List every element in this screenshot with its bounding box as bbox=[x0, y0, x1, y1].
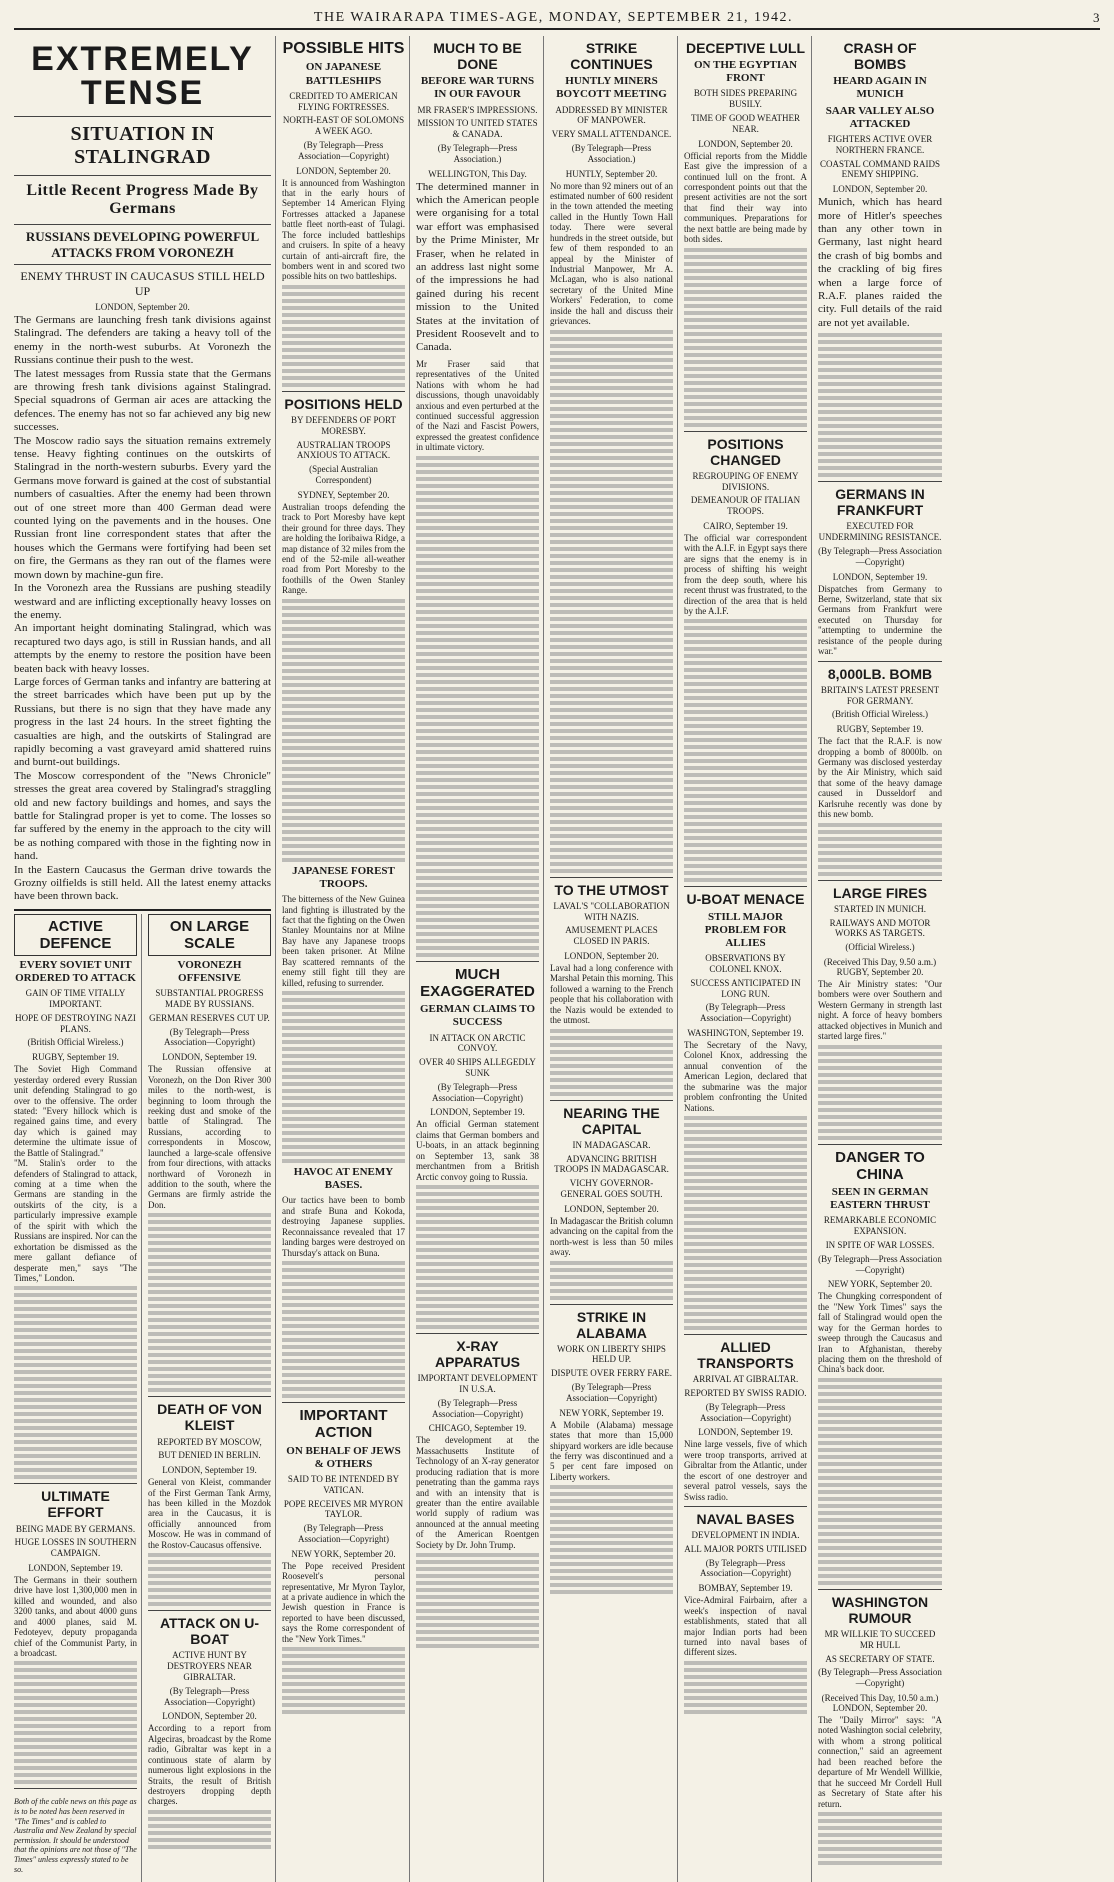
lower-two-columns bbox=[14, 914, 271, 1882]
headline-much-to-be-done: MUCH TO BE DONE bbox=[433, 40, 522, 73]
subhead: EXECUTED FOR UNDERMINING RESISTANCE. bbox=[818, 521, 942, 543]
dateline: WASHINGTON, September 19. bbox=[687, 1027, 804, 1038]
subhead: ARRIVAL AT GIBRALTAR. bbox=[692, 1374, 799, 1385]
article-body: The Soviet High Command yesterday ordered every Russian unit defending Stalingrad to go over to the offensive. The order stated: "Every hillock which is regained gains time, and every day which is gained may determine the ultimate issue of the Battle of Stalingrad." "M. Stalin's order to the defenders of Stalingrad to attack, coming at a time when the Germans are standing in the outskirts of the city, is a particularly impressive example of the spirit with which the Russians are inspired. Nor can the exhortation be dismissed as the mere gallant defiance of desperate men," says "The Times," London. bbox=[14, 1064, 137, 1283]
source-line: (British Official Wireless.) bbox=[27, 1037, 124, 1048]
subhead: BUT DENIED IN BERLIN. bbox=[158, 1450, 261, 1461]
dateline: LONDON, September 19. bbox=[832, 571, 928, 582]
subhead: MR WILLKIE TO SUCCEED MR HULL bbox=[824, 1629, 936, 1650]
subhead: NORTH-EAST OF SOLOMONS A WEEK AGO. bbox=[282, 115, 405, 137]
subhead: SUBSTANTIAL PROGRESS MADE BY RUSSIANS. bbox=[155, 988, 264, 1010]
subhead: ON BEHALF OF JEWS & OTHERS bbox=[286, 1444, 401, 1470]
headline-germans-frankfurt: GERMANS IN FRANKFURT bbox=[835, 486, 925, 519]
article-body: The Pope received President Roosevelt's personal representative, Mr Myron Taylor, at a private audience in which the Jewish question in France is reported to have been discussed, says the Rome correspondent of the "New York Times." bbox=[282, 1560, 405, 1644]
source-line: (Official Wireless.) bbox=[845, 942, 915, 953]
col-6 bbox=[684, 36, 812, 1882]
source-line: (By Telegraph—Press Association—Copyright) bbox=[700, 1002, 791, 1024]
headline-situation-stalingrad: SITUATION IN STALINGRAD bbox=[70, 123, 215, 168]
text-continuation bbox=[818, 333, 942, 477]
footnote: Both of the cable news on this page as is to be noted has been reserved in "The Times" and is cabled to Australia and New Zealand by special permission. It should be understood that the opinions are not those of "The Times" unless expressly stated to be so. bbox=[14, 1797, 137, 1874]
article-body: The "Daily Mirror" says: "A noted Washington social celebrity, with whom a strong political connection," said an agreement had been reached before the departure of Mr Wendell Willkie, that he succeed Mr Cordell Hull as Secretary of State after his return. bbox=[818, 1715, 942, 1809]
subhead: ALL MAJOR PORTS UTILISED bbox=[684, 1543, 807, 1554]
headline-allied-transports: ALLIED TRANSPORTS bbox=[697, 1338, 794, 1372]
dateline: LONDON, September 20. bbox=[162, 1711, 257, 1722]
article-body: Mr Fraser said that representatives of the United Nations with whom he had discussions, though unavoidably anxious and even perturbed at the continued successful aggression of the Nazi and Fascist Powers, expressed the greatest confidence in ultimate victory. bbox=[416, 358, 539, 453]
headline-important-action: IMPORTANT ACTION bbox=[299, 1407, 388, 1442]
subhead: DEVELOPMENT IN INDIA. bbox=[691, 1530, 800, 1541]
subhead: SEEN IN GERMAN EASTERN THRUST bbox=[830, 1186, 930, 1212]
subhead: RAILWAYS AND MOTOR WORKS AS TARGETS. bbox=[829, 917, 931, 939]
subhead: REPORTED BY SWISS RADIO. bbox=[684, 1387, 807, 1398]
subhead: IMPORTANT DEVELOPMENT IN U.S.A. bbox=[417, 1373, 538, 1395]
text-continuation bbox=[148, 1213, 271, 1392]
dateline: LONDON, September 20. bbox=[564, 950, 659, 961]
article-body: The Germans are launching fresh tank divisions against Stalingrad. The defenders are taking a heavy toll of the enemy in the north-west suburbs. At Voronezh the Russians continue their push to the west. The latest messages from Russia state that the Germans are throwing fresh tank divisions against Stalingrad. Special squadrons of German air aces are attacking the defences. The enemy has not so far achieved any big new successes. The Moscow radio says the situation remains extremely tense. Heavy fighting continues on the outskirts of Stalingrad in the north-western suburbs. Every yard the Germans move forward is gained at the cost of substantial numbers of casualties. After the enemy had been thrown out of one street more than 400 German dead were counted lying on the pavements and in the houses. One Russian front line correspondent states that after the houses which the Germans were fortifying had been set on fire, the Germans as they ran out of the flames were mown down by machine-gun fire. In the Voronezh area the Russians are pushing steadily westward and are inflicting exceptionally heavy losses on the enemy. An important height dominating Stalingrad, which was recaptured two days ago, is still in Russian hands, and all attempts by the enemy to restore the position have been beaten back with heavy losses. Large forces of German tanks and infantry are battering at the street barricades which have been put up by the Russians, but there is no sign that they have made any progress in the last 24 hours. In the street fighting the casualties are high, and the outskirts of Stalingrad are rapidly becoming a vast graveyard amid shattered ruins and burnt-out buildings. The Moscow correspondent of the "News Chronicle" stresses the great area covered by Stalingrad's straggling old and new factory buildings and homes, and says the battle for Stalingrad proper is yet to come. The losses so far suffered by the enemy in the approach to the city will be as nothing compared with those in the fighting now in hand. In the Eastern Caucasus the German drive towards the Grozny oilfields is still held. All the latest enemy attacks have been thrown back. bbox=[14, 313, 271, 903]
article-body: A Mobile (Alabama) message states that more than 15,000 shipyard workers are idle because the ferry was discontinued and a 5 per cent fare imposed on Liberty workers. bbox=[550, 1419, 673, 1482]
divider bbox=[14, 1788, 137, 1789]
dateline: LONDON, September 20. bbox=[698, 138, 793, 149]
article-lead: Munich, which has heard more of Hitler's speeches than any other town in Germany, last night heard the crash of big bombs and the crackling of big fires when a large force of R.A.F. planes raided the city. Full details of the raid are not yet available. bbox=[818, 196, 942, 329]
subhead: ACTIVE HUNT BY DESTROYERS NEAR GIBRALTAR. bbox=[167, 1650, 252, 1682]
source-line: (British Official Wireless.) bbox=[831, 709, 929, 720]
divider bbox=[14, 116, 271, 117]
headline-uboat-menace: U-BOAT MENACE bbox=[686, 891, 805, 908]
dateline: NEW YORK, September 20. bbox=[827, 1279, 933, 1290]
subhead: TIME OF GOOD WEATHER NEAR. bbox=[690, 113, 801, 134]
divider bbox=[818, 481, 942, 482]
subhead: BOTH SIDES PREPARING BUSILY. bbox=[693, 88, 798, 110]
text-continuation bbox=[818, 1812, 942, 1865]
col-3 bbox=[282, 36, 410, 1882]
subhead: POPE RECEIVES MR MYRON TAYLOR. bbox=[283, 1498, 404, 1520]
text-continuation bbox=[684, 1661, 807, 1714]
dateline: HUNTLY, September 20. bbox=[565, 168, 658, 179]
subhead: AMUSEMENT PLACES CLOSED IN PARIS. bbox=[565, 925, 658, 947]
article-body: The official war correspondent with the A.I.F. in Egypt says there are signs that the enemy is in process of shifting his weight from the deep south, where his recent thrust was frustrated, to the direction of the area that is held by the A.I.F. bbox=[684, 532, 807, 617]
divider bbox=[684, 1506, 807, 1507]
masthead bbox=[14, 10, 1100, 30]
headline-on-large-scale: ON LARGE SCALE bbox=[148, 914, 271, 956]
article-body: The Germans in their southern drive have lost 1,300,000 men in killed and wounded, and also 3200 tanks, and about 4000 guns and 4000 planes, said M. Fedoteyev, deputy propaganda chief of the Communist Party, in a broadcast. bbox=[14, 1574, 137, 1659]
subhead: GAIN OF TIME VITALLY IMPORTANT. bbox=[25, 988, 126, 1010]
subhead: WORK ON LIBERTY SHIPS HELD UP. bbox=[557, 1343, 666, 1365]
text-continuation bbox=[684, 619, 807, 882]
text-continuation bbox=[416, 1553, 539, 1648]
divider bbox=[684, 886, 807, 887]
article-body: Vice-Admiral Fairbairn, after a week's inspection of naval establishments, stated that all major Indian ports had been turned into naval bases of different sizes. bbox=[684, 1595, 807, 1658]
col-5 bbox=[550, 36, 678, 1882]
subhead: REPORTED BY MOSCOW, bbox=[157, 1436, 262, 1447]
subhead: ADVANCING BRITISH TROOPS IN MADAGASCAR. bbox=[554, 1153, 669, 1175]
divider bbox=[148, 1396, 271, 1397]
article-body: In Madagascar the British column advancing on the capital from the north-west is less than 50 miles away. bbox=[550, 1215, 673, 1258]
text-continuation bbox=[282, 1647, 405, 1714]
headline-positions-held: POSITIONS HELD bbox=[284, 395, 403, 412]
headline-naval-bases: NAVAL BASES bbox=[696, 1510, 795, 1527]
subhead: DISPUTE OVER FERRY FARE. bbox=[550, 1368, 673, 1379]
article-body: General von Kleist, commander of the First German Tank Army, has been killed in the Mozdok area in the Caucasus, it is officially announced from Moscow. He was in command of the Rostov-Caucasus offensive. bbox=[148, 1477, 271, 1550]
subhead: SUCCESS ANTICIPATED IN LONG RUN. bbox=[690, 977, 801, 999]
source-line: (By Telegraph—Press Association—Copyright) bbox=[298, 139, 389, 161]
source-line: (By Telegraph—Press Association—Copyright) bbox=[164, 1026, 255, 1048]
subhead: IN MADAGASCAR. bbox=[572, 1139, 651, 1150]
subhead: OVER 40 SHIPS ALLEGEDLY SUNK bbox=[419, 1057, 536, 1079]
subhead: HOPE OF DESTROYING NAZI PLANS. bbox=[15, 1012, 136, 1034]
dateline: LONDON, September 19. bbox=[698, 1427, 793, 1438]
headline-strike-continues: STRIKE CONTINUES bbox=[570, 40, 653, 73]
article-body: The bitterness of the New Guinea land fighting is illustrated by the fact that the fighting on the Owen Stanley Mountains nor at Milne Bay have any Japanese troops been taken prisoner. At Milne Bay scattered remnants of the enemy still fight till they are killed, refusing to surrender. bbox=[282, 894, 405, 988]
text-continuation bbox=[282, 1261, 405, 1398]
divider bbox=[14, 224, 271, 225]
columns-grid bbox=[14, 36, 1100, 1874]
headline-danger-to-china: DANGER TO CHINA bbox=[835, 1148, 925, 1183]
source-line: (By Telegraph—Press Association—Copyright) bbox=[566, 1382, 657, 1403]
subhead: MISSION TO UNITED STATES & CANADA. bbox=[417, 118, 538, 140]
dateline: LONDON, September 19. bbox=[28, 1562, 123, 1573]
subhead: GERMAN CLAIMS TO SUCCESS bbox=[419, 1003, 536, 1029]
headline-nearing-capital: NEARING THE CAPITAL bbox=[563, 1104, 660, 1137]
article-body: The Air Ministry states: "Our bombers were over Southern and Western Germany in strength last night. A force of heavy bombers attacked objectives in Munich and started large fires." bbox=[818, 978, 942, 1042]
subhead: BY DEFENDERS OF PORT MORESBY. bbox=[291, 415, 396, 436]
subhead: STILL MAJOR PROBLEM FOR ALLIES bbox=[704, 910, 787, 949]
article-body: The Russian offensive at Voronezh, on the Don River 300 miles to the north-west, is beginning to loom through the reeking dust and smoke of the battle of Stalingrad. The Russians, according to correspondents in Moscow, launched a large-scale offensive from four directions, with attacks northward of Voronezh in addition to the south, where the Germans are firmly astride the Don. bbox=[148, 1064, 271, 1210]
subhead: IN SPITE OF WAR LOSSES. bbox=[825, 1239, 935, 1250]
subhead-havoc: HAVOC AT ENEMY BASES. bbox=[293, 1166, 394, 1192]
dateline: LONDON, September 20. bbox=[296, 165, 391, 176]
masthead-title: THE WAIRARAPA TIMES-AGE, MONDAY, SEPTEMBER 21, 1942. bbox=[313, 10, 794, 25]
subhead: GERMAN RESERVES CUT UP. bbox=[149, 1012, 270, 1023]
subhead: REMARKABLE ECONOMIC EXPANSION. bbox=[823, 1215, 937, 1237]
dateline: CHICAGO, September 19. bbox=[428, 1423, 527, 1434]
subhead-japanese-forest-troops: JAPANESE FOREST TROOPS. bbox=[292, 864, 395, 890]
dateline: (Received This Day, 9.50 a.m.) RUGBY, September 20. bbox=[823, 956, 937, 977]
col-1-lower bbox=[14, 914, 142, 1882]
text-continuation bbox=[282, 599, 405, 862]
headline-washington-rumour: WASHINGTON RUMOUR bbox=[831, 1593, 929, 1626]
divider bbox=[550, 1100, 673, 1101]
divider bbox=[818, 661, 942, 662]
article-body: The fact that the R.A.F. is now dropping a bomb of 8000lb. on Germany was disclosed yesterday by the Air Ministry, which said that some of the heavy damage caused in Dusseldorf and Karlsruhe recently was done by this new bomb. bbox=[818, 736, 942, 820]
text-continuation bbox=[550, 1485, 673, 1594]
article-body: Australian troops defending the track to Port Moresby have kept their ground for three days. They are holding the Ioribaiwa Ridge, a map distance of 32 miles from the end of the 52-mile all-weather road from Port Moresby to the foothills of the Owen Stanley Range. bbox=[282, 501, 405, 596]
text-continuation bbox=[148, 1810, 271, 1849]
text-continuation bbox=[550, 1029, 673, 1096]
headline-much-exaggerated: MUCH EXAGGERATED bbox=[420, 965, 535, 1001]
source-line: (By Telegraph—Press Association—Copyright) bbox=[432, 1397, 523, 1419]
article-body: The development at the Massachusetts Institute of Technology of an X-ray generator producing radiation that is more penetrating than the gamma rays and with an intensity that is greater than the entire available world supply of radium was announced at the annual meeting of the American Roentgen Society by Dr. John Trump. bbox=[416, 1435, 539, 1550]
headline-deceptive-lull: DECEPTIVE LULL bbox=[685, 40, 805, 56]
headline-8000lb-bomb: 8,000LB. BOMB bbox=[827, 665, 933, 682]
source-line: (By Telegraph—Press Association.) bbox=[571, 142, 652, 164]
dateline: LONDON, September 19. bbox=[162, 1052, 257, 1063]
divider bbox=[818, 1144, 942, 1145]
headline-little-recent-progress: Little Recent Progress Made By Germans bbox=[26, 182, 259, 217]
text-continuation bbox=[416, 456, 539, 957]
divider bbox=[148, 1610, 271, 1611]
subhead: BEFORE WAR TURNS IN OUR FAVOUR bbox=[420, 75, 535, 101]
text-continuation bbox=[416, 1185, 539, 1329]
subhead: HUGE LOSSES IN SOUTHERN CAMPAIGN. bbox=[14, 1537, 137, 1559]
subhead: VICHY GOVERNOR-GENERAL GOES SOUTH. bbox=[560, 1178, 663, 1199]
source-line: (By Telegraph—Press Association—Copyright) bbox=[298, 1523, 389, 1544]
dateline: WELLINGTON, This Day. bbox=[428, 168, 527, 179]
text-continuation bbox=[148, 1553, 271, 1606]
source-line: (By Telegraph—Press Association—Copyright) bbox=[700, 1401, 791, 1423]
divider bbox=[818, 880, 942, 881]
headline-enemy-thrust: ENEMY THRUST IN CAUCASUS STILL HELD UP bbox=[20, 269, 265, 298]
headline-positions-changed: POSITIONS CHANGED bbox=[707, 435, 784, 468]
source-line: (Special Australian Correspondent) bbox=[309, 464, 378, 485]
text-continuation bbox=[818, 1045, 942, 1140]
text-continuation bbox=[684, 248, 807, 427]
subhead: SAID TO BE INTENDED BY VATICAN. bbox=[287, 1473, 400, 1495]
subhead: SAAR VALLEY ALSO ATTACKED bbox=[825, 104, 935, 130]
subhead: ON JAPANESE BATTLESHIPS bbox=[305, 61, 382, 87]
text-continuation bbox=[14, 1661, 137, 1784]
subhead: REGROUPING OF ENEMY DIVISIONS. bbox=[692, 470, 799, 492]
headline-to-the-utmost: TO THE UTMOST bbox=[554, 881, 669, 898]
dateline: NEW YORK, September 19. bbox=[559, 1407, 664, 1418]
text-continuation bbox=[818, 823, 942, 876]
text-continuation bbox=[282, 991, 405, 1163]
subhead: ON THE EGYPTIAN FRONT bbox=[693, 59, 798, 85]
divider bbox=[14, 264, 271, 265]
article-body: Our tactics have been to bomb and strafe Buna and Kokoda, destroying Japanese supplies. Reconnaissance revealed that 17 landing barges were destroyed on Thursday's attack on Buna. bbox=[282, 1195, 405, 1258]
dateline: RUGBY, September 19. bbox=[32, 1052, 119, 1063]
dateline: NEW YORK, September 20. bbox=[291, 1548, 396, 1559]
col-7 bbox=[818, 36, 946, 1882]
divider bbox=[14, 175, 271, 176]
subhead: EVERY SOVIET UNIT ORDERED TO ATTACK bbox=[15, 958, 136, 985]
col-1-2 bbox=[14, 36, 276, 1882]
article-body: Nine large vessels, five of which were troop transports, arrived at Gibraltar from the Atlantic, under the escort of one destroyer and several patrol vessels, says the Swiss radio. bbox=[684, 1439, 807, 1502]
divider bbox=[550, 1304, 673, 1305]
divider bbox=[282, 1402, 405, 1403]
dateline: LONDON, September 19. bbox=[162, 1465, 257, 1476]
article-body: The Chungking correspondent of the "New York Times" says the fall of Stalingrad would open the way for the German hordes to sweep through the Caucasus and Iran to Afghanistan, thereby placing them on the threshold of China's back door. bbox=[818, 1291, 942, 1375]
text-continuation bbox=[550, 1261, 673, 1300]
headline-xray-apparatus: X-RAY APPARATUS bbox=[434, 1338, 521, 1371]
subhead: OBSERVATIONS BY COLONEL KNOX. bbox=[705, 953, 786, 974]
subhead: IN ATTACK ON ARCTIC CONVOY. bbox=[429, 1032, 526, 1054]
subhead: FIGHTERS ACTIVE OVER NORTHERN FRANCE. bbox=[827, 133, 933, 155]
dateline: RUGBY, September 19. bbox=[836, 724, 924, 735]
subhead: VERY SMALL ATTENDANCE. bbox=[551, 129, 672, 140]
subhead: AUSTRALIAN TROOPS ANXIOUS TO ATTACK. bbox=[296, 439, 391, 461]
page-number: 3 bbox=[1093, 10, 1100, 25]
divider bbox=[818, 1589, 942, 1590]
article-body: Laval had a long conference with Marshal Petain this morning. This followed a warning to the French people that his collaboration with the Nazis would be extended to the utmost. bbox=[550, 962, 673, 1026]
headline-russians-developing: RUSSIANS DEVELOPING POWERFUL ATTACKS FROM VORONEZH bbox=[25, 229, 260, 260]
divider bbox=[416, 961, 539, 962]
subhead: MR FRASER'S IMPRESSIONS. bbox=[417, 104, 538, 115]
text-continuation bbox=[684, 1116, 807, 1330]
source-line: (By Telegraph—Press Association.) bbox=[437, 142, 518, 164]
article-body: Dispatches from Germany to Berne, Switzerland, state that six Germans from Frankfurt were executed on Thursday for "attempting to undermine the resistance of the people during war." bbox=[818, 583, 942, 657]
dateline: (Received This Day, 10.50 a.m.) LONDON, September 20. bbox=[821, 1693, 939, 1714]
col-2-lower bbox=[148, 914, 271, 1882]
subhead: ADDRESSED BY MINISTER OF MANPOWER. bbox=[555, 104, 668, 126]
subhead: LAVAL'S "COLLABORATION WITH NAZIS. bbox=[553, 900, 670, 922]
article-body: Official reports from the Middle East give the impression of a continued lull on the front. A correspondent points out that the present activities are not the sort that find their way into communiques. Preparations for the next battle are being made by both sides. bbox=[684, 150, 807, 245]
subhead: BRITAIN'S LATEST PRESENT FOR GERMANY. bbox=[820, 684, 940, 706]
article-body: According to a report from Algeciras, broadcast by the Rome radio, Gibraltar was kept in a continuous state of alarm by numerous light explosions in the Straits, the result of British destroyers dropping depth charges. bbox=[148, 1723, 271, 1807]
article-lead: The determined manner in which the American people were organising for a total war effort was emphasised by the Prime Minister, Mr Fraser, when he related in an address last night some of the impressions he had gained during his recent mission to the United States at the invitation of President Roosevelt and to Canada. bbox=[416, 180, 539, 354]
divider bbox=[550, 877, 673, 878]
article-body: An official German statement claims that German bombers and U-boats, in an attack beginning on September 13, sank 38 merchantmen from a British Arctic convoy going to Russia. bbox=[416, 1119, 539, 1182]
headline-crash-of-bombs: CRASH OF BOMBS bbox=[843, 40, 917, 73]
text-continuation bbox=[818, 1378, 942, 1585]
dateline: LONDON, September 20. bbox=[564, 1203, 659, 1214]
source-line: (By Telegraph—Press Association—Copyright) bbox=[818, 545, 942, 567]
divider bbox=[416, 1333, 539, 1334]
headline-possible-hits: POSSIBLE HITS bbox=[282, 40, 405, 57]
subhead: HEARD AGAIN IN MUNICH bbox=[833, 75, 927, 101]
headline-extremely-tense: EXTREMELY TENSE bbox=[31, 40, 254, 112]
article-body: The Secretary of the Navy, Colonel Knox, addressing the annual convention of the American Legion, declared that the submarine was the major problem confronting the United Nations. bbox=[684, 1039, 807, 1113]
subhead: COASTAL COMMAND RAIDS ENEMY SHIPPING. bbox=[820, 158, 940, 180]
dateline: BOMBAY, September 19. bbox=[698, 1583, 793, 1594]
source-line: (By Telegraph—Press Association—Copyright) bbox=[818, 1667, 942, 1689]
subhead: STARTED IN MUNICH. bbox=[834, 903, 926, 914]
subhead: CREDITED TO AMERICAN FLYING FORTRESSES. bbox=[289, 90, 398, 112]
headline-large-fires: LARGE FIRES bbox=[832, 884, 928, 901]
source-line: (By Telegraph—Press Association—Copyright) bbox=[432, 1081, 523, 1103]
subhead: BEING MADE BY GERMANS. bbox=[15, 1523, 136, 1534]
section-rule bbox=[14, 909, 271, 911]
dateline: CAIRO, September 19. bbox=[703, 520, 788, 531]
headline-von-kleist: DEATH OF VON KLEIST bbox=[157, 1401, 262, 1434]
divider bbox=[14, 1483, 137, 1484]
text-continuation bbox=[282, 285, 405, 387]
headline-strike-alabama: STRIKE IN ALABAMA bbox=[576, 1308, 647, 1341]
article-body: No more than 92 miners out of an estimated number of 600 resident in the town attended the meeting called in the Huntly Town Hall today. There were several hundreds in the street outside, but few of them responded to an appeal by the Minister of Industrial Manpower, Mr A. McLagan, who is also national secretary of the United Mine Workers' Federation, to come inside the hall and discuss their grievances. bbox=[550, 180, 673, 327]
headline-active-defence: ACTIVE DEFENCE bbox=[14, 914, 137, 956]
divider bbox=[684, 431, 807, 432]
divider bbox=[282, 391, 405, 392]
subhead: HUNTLY MINERS BOYCOTT MEETING bbox=[556, 75, 667, 101]
headline-attack-on-uboat: ATTACK ON U-BOAT bbox=[159, 1615, 260, 1648]
source-line: (By Telegraph—Press Association—Copyright) bbox=[818, 1253, 942, 1275]
subhead: DEMEANOUR OF ITALIAN TROOPS. bbox=[690, 495, 801, 517]
headline-ultimate-effort: ULTIMATE EFFORT bbox=[41, 1488, 110, 1521]
dateline: SYDNEY, September 20. bbox=[297, 489, 390, 500]
subhead: VORONEZH OFFENSIVE bbox=[177, 958, 242, 985]
subhead: AS SECRETARY OF STATE. bbox=[825, 1653, 935, 1664]
source-line: (By Telegraph—Press Association—Copyright) bbox=[164, 1685, 255, 1707]
divider bbox=[684, 1334, 807, 1335]
dateline: LONDON, September 20. bbox=[832, 184, 928, 195]
dateline: LONDON, September 19. bbox=[430, 1107, 525, 1118]
source-line: (By Telegraph—Press Association—Copyright) bbox=[700, 1557, 791, 1579]
dateline: LONDON, September 20. bbox=[95, 301, 190, 312]
col-4 bbox=[416, 36, 544, 1882]
text-continuation bbox=[550, 330, 673, 873]
article-body: It is announced from Washington that in the early hours of September 14 American Flying Fortresses attacked a Japanese battle fleet north-east of Tulagi. The force included battleships and cruisers. In spite of a heavy curtain of anti-aircraft fire, the bombers went in and scored two possible hits on two battleships. bbox=[282, 177, 405, 282]
text-continuation bbox=[14, 1286, 137, 1479]
